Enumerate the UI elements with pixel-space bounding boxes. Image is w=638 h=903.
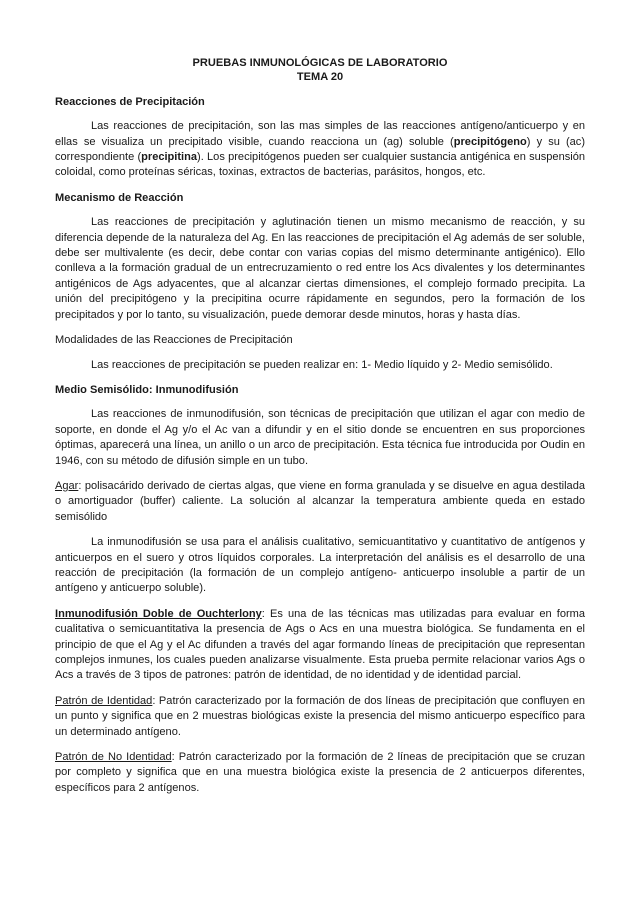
text-run: : Es una de las técnicas mas utilizadas para evaluar en forma cualitativa o semicuantitativa la presencia de Ags o Acs en una muestra biológica. Se fundamenta en el principio de que el Ag y el Ac difunden a través del agar formando líneas de precipitación que representan complejos inmunes, los cuales pueden analizarse visualmente. Esta prueba permite relacionar varios Ags o Acs a través de 3 tipos de patrones: patrón de identidad, de no identidad y de identidad parcial.: [55, 607, 585, 682]
paragraph-modalidades: Las reacciones de precipitación se pueden realizar en: 1- Medio líquido y 2- Medio semisólido.: [91, 358, 553, 371]
text-run: Las reacciones de precipitación, son las mas simples de las reacciones antígeno/anticuerpo y en ellas se visualiza un precipitado visible, cuando reacciona un (ag) soluble (: [55, 120, 585, 148]
section-heading-mecanismo: Mecanismo de Reacción: [55, 191, 184, 204]
paragraph-inmunodifusion: Las reacciones de inmunodifusión, son técnicas de precipitación que utilizan el agar con medio de soporte, en donde el Ag y/o el Ac van a difundir y en el sitio donde se encuentren en sus proporciones óptimas, aparecerá una línea, un anillo o un arco de precipitación. Esta técnica fue introducida por Oudin en 1946, con su método de difusión simple en un tubo.: [55, 408, 585, 467]
term-patron-no-identidad: Patrón de No Identidad: [55, 751, 172, 764]
paragraph-inmunodifusion-uso: La inmunodifusión se usa para el análisis cualitativo, semicuantitativo y cuantitativo de antígenos y anticuerpos en el suero y otros líquidos corporales. La interpretación del análisis es el desarrollo de una reacción de precipitación (la formación de un complejo antígeno- anticuerpo insoluble a partir de un antígeno y anticuerpo soluble).: [55, 536, 585, 595]
paragraph-ouchterlony: [55, 607, 585, 684]
text-run: : Patrón caracterizado por la formación de 2 líneas de precipitación que se cruzan por completo y significa que en una muestra biológica existe la presencia de 2 anticuerpos diferentes, específicos para 2 antígenos.: [55, 751, 585, 794]
document-title: PRUEBAS INMUNOLÓGICAS DE LABORATORIO: [192, 57, 448, 69]
term-agar: Agar: [55, 479, 79, 492]
document-page: [55, 56, 585, 796]
paragraph-patron-identidad: [55, 694, 585, 740]
paragraph-patron-no-identidad: [55, 750, 585, 796]
document-subtitle: TEMA 20: [296, 71, 344, 84]
section-heading-inmunodifusion: Medio Semisólido: Inmunodifusión: [55, 383, 239, 396]
text-run: : Patrón caracterizado por la formación de dos líneas de precipitación que confluyen en un punto y significa que en 2 muestras biológicas existe la presencia del mismo anticuerpo específico para un determinado antígeno.: [55, 694, 585, 738]
section-heading-modalidades: Modalidades de las Reacciones de Precipitación: [55, 334, 293, 347]
term-precipitogeno: precipitógeno: [453, 135, 527, 148]
text-run: : polisacárido derivado de ciertas algas, que viene en forma granulada y se disuelve en agua destilada o amortiguador (buffer) caliente. La solución al alcanzar la temperatura ambiente queda en estado semisólido: [55, 479, 585, 523]
text-run: ) y su (ac) correspondiente (: [55, 135, 585, 164]
term-patron-identidad: Patrón de Identidad: [55, 694, 153, 707]
paragraph-agar: [55, 479, 585, 525]
paragraph-mecanismo: Las reacciones de precipitación y aglutinación tienen un mismo mecanismo de reacción, y su diferencia depende de la naturaleza del Ag. En las reacciones de precipitación el Ag además de ser soluble, debe ser multivalente (es decir, debe contar con varias copias del mismo determinante antigénico). Ello conlleva a la formación gradual de un entrecruzamiento o red entre los Acs divalentes y los determinantes antigénicos de Ags adyacentes, que al alcanzar ciertas dimensiones, el complejo formado precipita. La unión del precipitógeno y la precipitina ocurre rápidamente en segundos, pero la formación de los precipitados y por lo tanto, su visualización, puede demorar desde minutos, horas y hasta días.: [55, 216, 585, 321]
term-ouchterlony: Inmunodifusión Doble de Ouchterlony: [55, 607, 262, 620]
term-precipitina: precipitina: [141, 151, 198, 164]
section-heading-precipitacion: Reacciones de Precipitación: [55, 95, 205, 108]
paragraph-precipitacion: [55, 119, 585, 181]
text-run: ). Los precipitógenos pueden ser cualquier sustancia antigénica en suspensión coloidal, como proteínas séricas, toxinas, extractos de bacterias, parásitos, hongos, etc.: [55, 151, 585, 179]
